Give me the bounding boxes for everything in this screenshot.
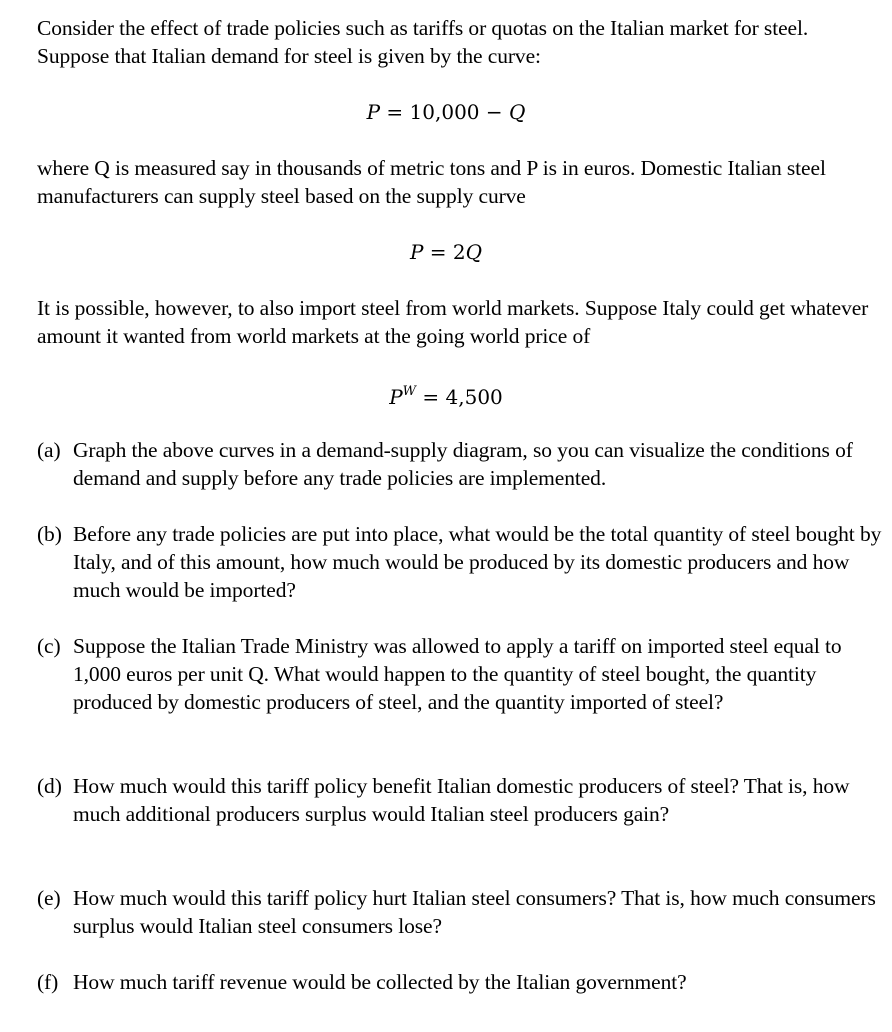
question-marker: (e): [37, 886, 61, 910]
intro-paragraph-1: Consider the effect of trade policies such as tariffs or quotas on the Italian market for steel. Suppose that Italian demand for steel is given by the curve:: [37, 16, 809, 68]
question-a: [37, 436, 882, 492]
question-d: [37, 772, 882, 828]
world-price-eq-lhs: P: [389, 385, 403, 409]
question-b: [37, 520, 882, 604]
intro-paragraph-3: It is possible, however, to also import steel from world markets. Suppose Italy could get whatever amount it wanted from world markets at the going world price of: [37, 296, 869, 348]
supply-equation: [0, 238, 892, 266]
supply-eq-operator: = 2: [429, 240, 466, 264]
question-c: [37, 632, 882, 716]
question-text: How much would this tariff policy benefit Italian domestic producers of steel? That is, how much additional producers surplus would Italian steel producers gain?: [73, 774, 850, 826]
question-marker: (c): [37, 634, 61, 658]
supply-eq-rhs: Q: [465, 240, 483, 264]
demand-equation: [0, 98, 892, 126]
world-price-eq-superscript: W: [402, 384, 417, 399]
intro-paragraph-2: where Q is measured say in thousands of metric tons and P is in euros. Domestic Italian steel manufacturers can supply steel based on the supply curve: [37, 156, 826, 208]
demand-eq-lhs: P: [366, 100, 381, 124]
question-text: Before any trade policies are put into place, what would be the total quantity of steel bought by Italy, and of this amount, how much would be produced by its domestic producers and how much would be imported?: [73, 522, 882, 602]
question-marker: (f): [37, 970, 59, 994]
question-f: [37, 968, 882, 996]
question-marker: (b): [37, 522, 62, 546]
question-e: [37, 884, 882, 940]
question-text: How much would this tariff policy hurt Italian steel consumers? That is, how much consumers surplus would Italian steel consumers lose?: [73, 886, 876, 938]
world-price-equation: [0, 378, 892, 411]
world-price-eq-operator: = 4,500: [422, 385, 503, 409]
question-text: Graph the above curves in a demand-supply diagram, so you can visualize the conditions of demand and supply before any trade policies are implemented.: [73, 438, 853, 490]
question-marker: (d): [37, 774, 62, 798]
demand-eq-rhs: Q: [509, 100, 526, 124]
question-text: Suppose the Italian Trade Ministry was allowed to apply a tariff on imported steel equal to 1,000 euros per unit Q. What would happen to the quantity of steel bought, the quantity produced by domestic producers of steel, and the quantity imported of steel?: [73, 634, 842, 714]
demand-eq-operator: = 10,000 −: [386, 100, 503, 124]
question-marker: (a): [37, 438, 61, 462]
supply-eq-lhs: P: [409, 240, 424, 264]
question-text: How much tariff revenue would be collected by the Italian government?: [73, 970, 687, 994]
